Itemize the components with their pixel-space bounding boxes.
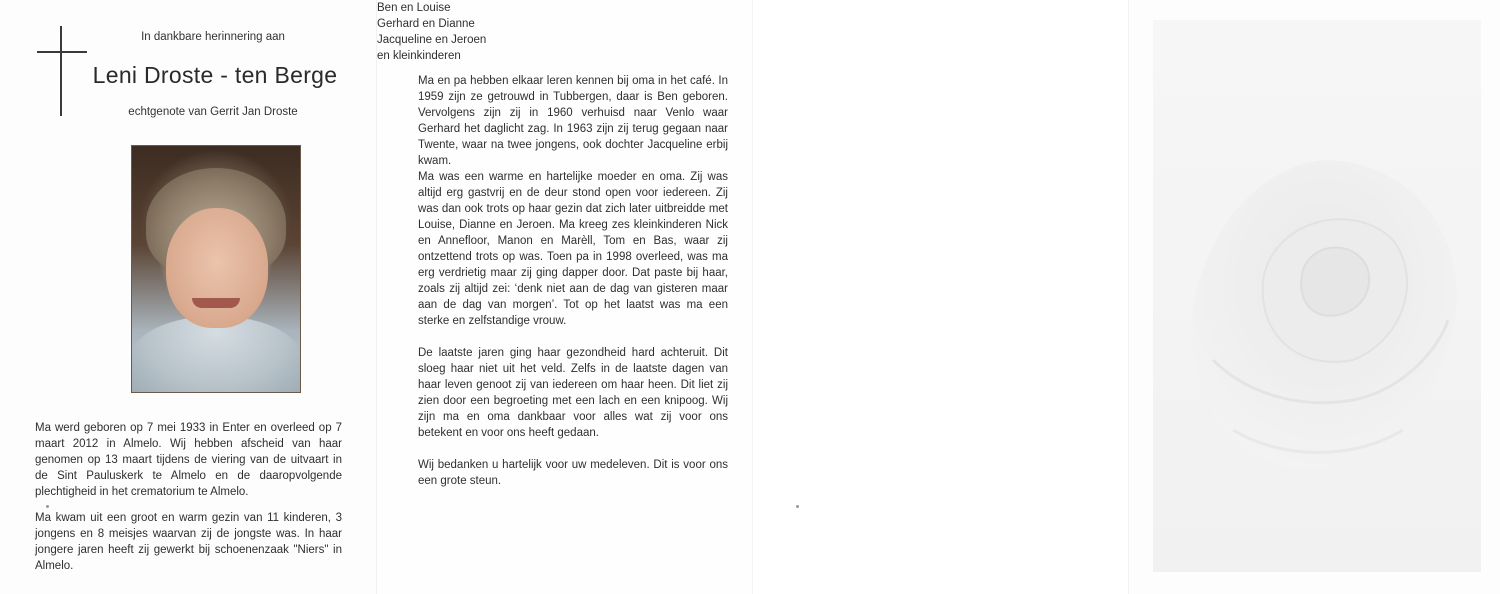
rose-image bbox=[1153, 130, 1481, 490]
signoff-list bbox=[377, 0, 753, 64]
family-paragraph bbox=[35, 510, 342, 574]
signoff-line: en kleinkinderen bbox=[377, 50, 461, 62]
spouse-line: echtgenote van Gerrit Jan Droste bbox=[128, 106, 298, 118]
cross-icon bbox=[60, 26, 62, 116]
family-text: Ma kwam uit een groot en warm gezin van 11 kinderen, 3 jongens en 8 meisjes waarvan zij de jongste was. In haar jongere jaren heeft zij gewerkt bij schoenenzaak "Niers" in Almelo. bbox=[35, 512, 342, 572]
birth-death-paragraph bbox=[35, 420, 342, 500]
portrait-face bbox=[166, 208, 268, 328]
story-text-1: Ma en pa hebben elkaar leren kennen bij oma in het café. In 1959 zijn ze getrouwd in Tubbergen, daar is Ben geboren. Vervolgens zijn zij in 1960 verhuisd naar Venlo waar Gerhard het daglicht zag. In 1963 zijn zij terug gegaan naar Twente, waar na twee jongens, ook dochter Jacqueline erbij kwam. bbox=[418, 75, 728, 167]
deceased-name: Leni Droste - ten Berge bbox=[92, 62, 338, 88]
birth-death-text: Ma werd geboren op 7 mei 1933 in Enter en overleed op 7 maart 2012 in Almelo. Wij hebben afscheid van haar genomen op 13 maart tijdens de viering van de uitvaart in de Sint Pauluskerk te Almelo en de daaropvolgende plechtigheid in het crematorium te Almelo. bbox=[35, 422, 342, 498]
intro-text: In dankbare herinnering aan bbox=[141, 31, 285, 43]
story-paragraph-3 bbox=[418, 345, 728, 441]
thanks-paragraph bbox=[418, 457, 728, 489]
signoff-line: Jacqueline en Jeroen bbox=[377, 34, 487, 46]
print-speck bbox=[46, 505, 49, 508]
front-panel bbox=[0, 0, 376, 594]
portrait-photo bbox=[131, 145, 301, 393]
cross-icon-bar bbox=[37, 51, 87, 53]
inside-right-panel bbox=[752, 0, 1129, 594]
story-paragraph-2 bbox=[418, 169, 728, 329]
inside-left-panel bbox=[376, 0, 753, 594]
signoff-line: Ben en Louise bbox=[377, 2, 451, 14]
print-speck bbox=[796, 505, 799, 508]
story-paragraph-1 bbox=[418, 73, 728, 169]
portrait-smile bbox=[192, 298, 240, 308]
story-text-2: Ma was een warme en hartelijke moeder en oma. Zij was altijd erg gastvrij en de deur stond open voor iedereen. Zij was dan ook trots op haar gezin dat zich later uitbreidde met Louise, Dianne en Jeroen. Ma kreeg zes kleinkinderen Nick en Annefloor, Manon en Marèll, Tom en Bas, waar zij ontzettend trots op was. Toen pa in 1998 overleed, was ma erg verdrietig maar zij ging dapper door. Dat paste bij haar, zoals zij altijd zei: ‘denk niet aan de dag van gisteren maar aan de dag van morgen’. Tot op het laatst was ma een sterke en zelfstandige vrouw. bbox=[418, 171, 728, 327]
thanks-text: Wij bedanken u hartelijk voor uw medeleven. Dit is voor ons een grote steun. bbox=[418, 459, 728, 487]
back-panel bbox=[1128, 0, 1500, 594]
signoff-line: Gerhard en Dianne bbox=[377, 18, 475, 30]
story-text-3: De laatste jaren ging haar gezondheid hard achteruit. Dit sloeg haar niet uit het veld. Zelfs in de laatste dagen van haar leven genoot zij van iedereen om haar heen. Dit liet zij zien door een begroeting met een lach en een knipoog. Wij zijn ma en oma dankbaar voor alles wat zij voor ons betekent en voor ons heeft gedaan. bbox=[418, 347, 728, 439]
